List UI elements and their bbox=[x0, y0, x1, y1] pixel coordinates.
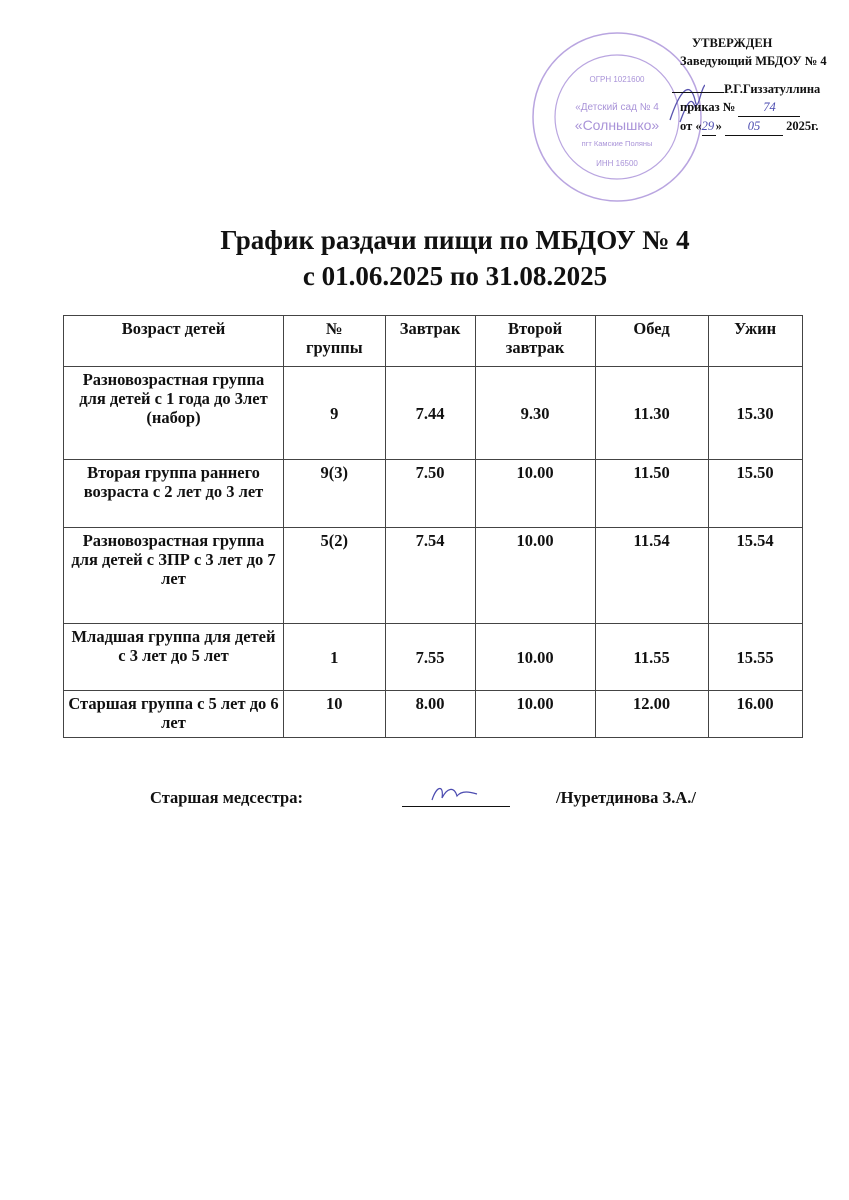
cell-group: 1 bbox=[284, 624, 386, 691]
nurse-role: Старшая медсестра: bbox=[150, 788, 303, 807]
header-second-breakfast: Второй завтрак bbox=[475, 316, 595, 367]
cell-dinner: 15.55 bbox=[708, 624, 802, 691]
cell-age: Старшая группа с 5 лет до 6 лет bbox=[64, 691, 284, 738]
approval-position: Заведующий МБДОУ № 4 bbox=[680, 54, 827, 68]
date-year: 2025г. bbox=[786, 119, 819, 133]
cell-group: 9(3) bbox=[284, 460, 386, 528]
cell-lunch: 11.30 bbox=[595, 367, 708, 460]
cell-second-breakfast: 10.00 bbox=[475, 624, 595, 691]
cell-dinner: 15.30 bbox=[708, 367, 802, 460]
cell-group: 10 bbox=[284, 691, 386, 738]
header-lunch: Обед bbox=[595, 316, 708, 367]
meal-schedule-table bbox=[63, 315, 803, 738]
stamp-line1: «Детский сад № 4 bbox=[575, 102, 659, 113]
cell-dinner: 15.54 bbox=[708, 528, 802, 624]
handwritten-signature-icon bbox=[402, 780, 510, 806]
cell-age: Вторая группа раннего возраста с 2 лет до 3 лет bbox=[64, 460, 284, 528]
table-row bbox=[64, 460, 803, 528]
date-day: 29 bbox=[702, 117, 716, 136]
approval-name: Р.Г.Гиззатуллина bbox=[724, 82, 821, 96]
cell-lunch: 11.55 bbox=[595, 624, 708, 691]
header-breakfast: Завтрак bbox=[385, 316, 475, 367]
nurse-signature bbox=[402, 780, 510, 807]
cell-dinner: 16.00 bbox=[708, 691, 802, 738]
order-label: приказ № bbox=[680, 100, 736, 114]
cell-lunch: 11.50 bbox=[595, 460, 708, 528]
table-header-row bbox=[64, 316, 803, 367]
table-row bbox=[64, 528, 803, 624]
date-month: 05 bbox=[725, 117, 783, 136]
cell-breakfast: 7.50 bbox=[385, 460, 475, 528]
stamp-line3: пгт Камские Поляны bbox=[581, 139, 653, 148]
table-row bbox=[64, 367, 803, 460]
cell-breakfast: 8.00 bbox=[385, 691, 475, 738]
date-prefix: от « bbox=[680, 119, 702, 133]
stamp-line2: «Солнышко» bbox=[574, 117, 660, 133]
cell-breakfast: 7.55 bbox=[385, 624, 475, 691]
table-row bbox=[64, 624, 803, 691]
order-number: 74 bbox=[738, 98, 800, 117]
cell-age: Разновозрастная группа для детей с ЗПР с 3 лет до 7 лет bbox=[64, 528, 284, 624]
nurse-name: /Нуретдинова З.А./ bbox=[556, 788, 697, 807]
header-age: Возраст детей bbox=[64, 316, 284, 367]
cell-age: Разновозрастная группа для детей с 1 года до 3лет (набор) bbox=[64, 367, 284, 460]
header-group: № группы bbox=[284, 316, 386, 367]
cell-second-breakfast: 10.00 bbox=[475, 528, 595, 624]
cell-breakfast: 7.54 bbox=[385, 528, 475, 624]
stamp-ogrn: ОГРН 1021600 bbox=[589, 75, 645, 84]
page-title bbox=[0, 222, 849, 294]
cell-second-breakfast: 10.00 bbox=[475, 691, 595, 738]
cell-age: Младшая группа для детей с 3 лет до 5 лет bbox=[64, 624, 284, 691]
cell-second-breakfast: 9.30 bbox=[475, 367, 595, 460]
date-mid: » bbox=[715, 119, 722, 133]
official-stamp bbox=[530, 30, 705, 205]
header-dinner: Ужин bbox=[708, 316, 802, 367]
cell-breakfast: 7.44 bbox=[385, 367, 475, 460]
stamp-inn: ИНН 16500 bbox=[596, 159, 638, 168]
approval-block bbox=[680, 34, 827, 136]
title-line-1: График раздачи пищи по МБДОУ № 4 bbox=[220, 225, 690, 255]
cell-lunch: 12.00 bbox=[595, 691, 708, 738]
title-line-2: с 01.06.2025 по 31.08.2025 bbox=[302, 261, 608, 291]
table-row bbox=[64, 691, 803, 738]
cell-second-breakfast: 10.00 bbox=[475, 460, 595, 528]
cell-lunch: 11.54 bbox=[595, 528, 708, 624]
approval-heading: УТВЕРЖДЕН bbox=[692, 36, 773, 50]
cell-dinner: 15.50 bbox=[708, 460, 802, 528]
cell-group: 9 bbox=[284, 367, 386, 460]
cell-group: 5(2) bbox=[284, 528, 386, 624]
